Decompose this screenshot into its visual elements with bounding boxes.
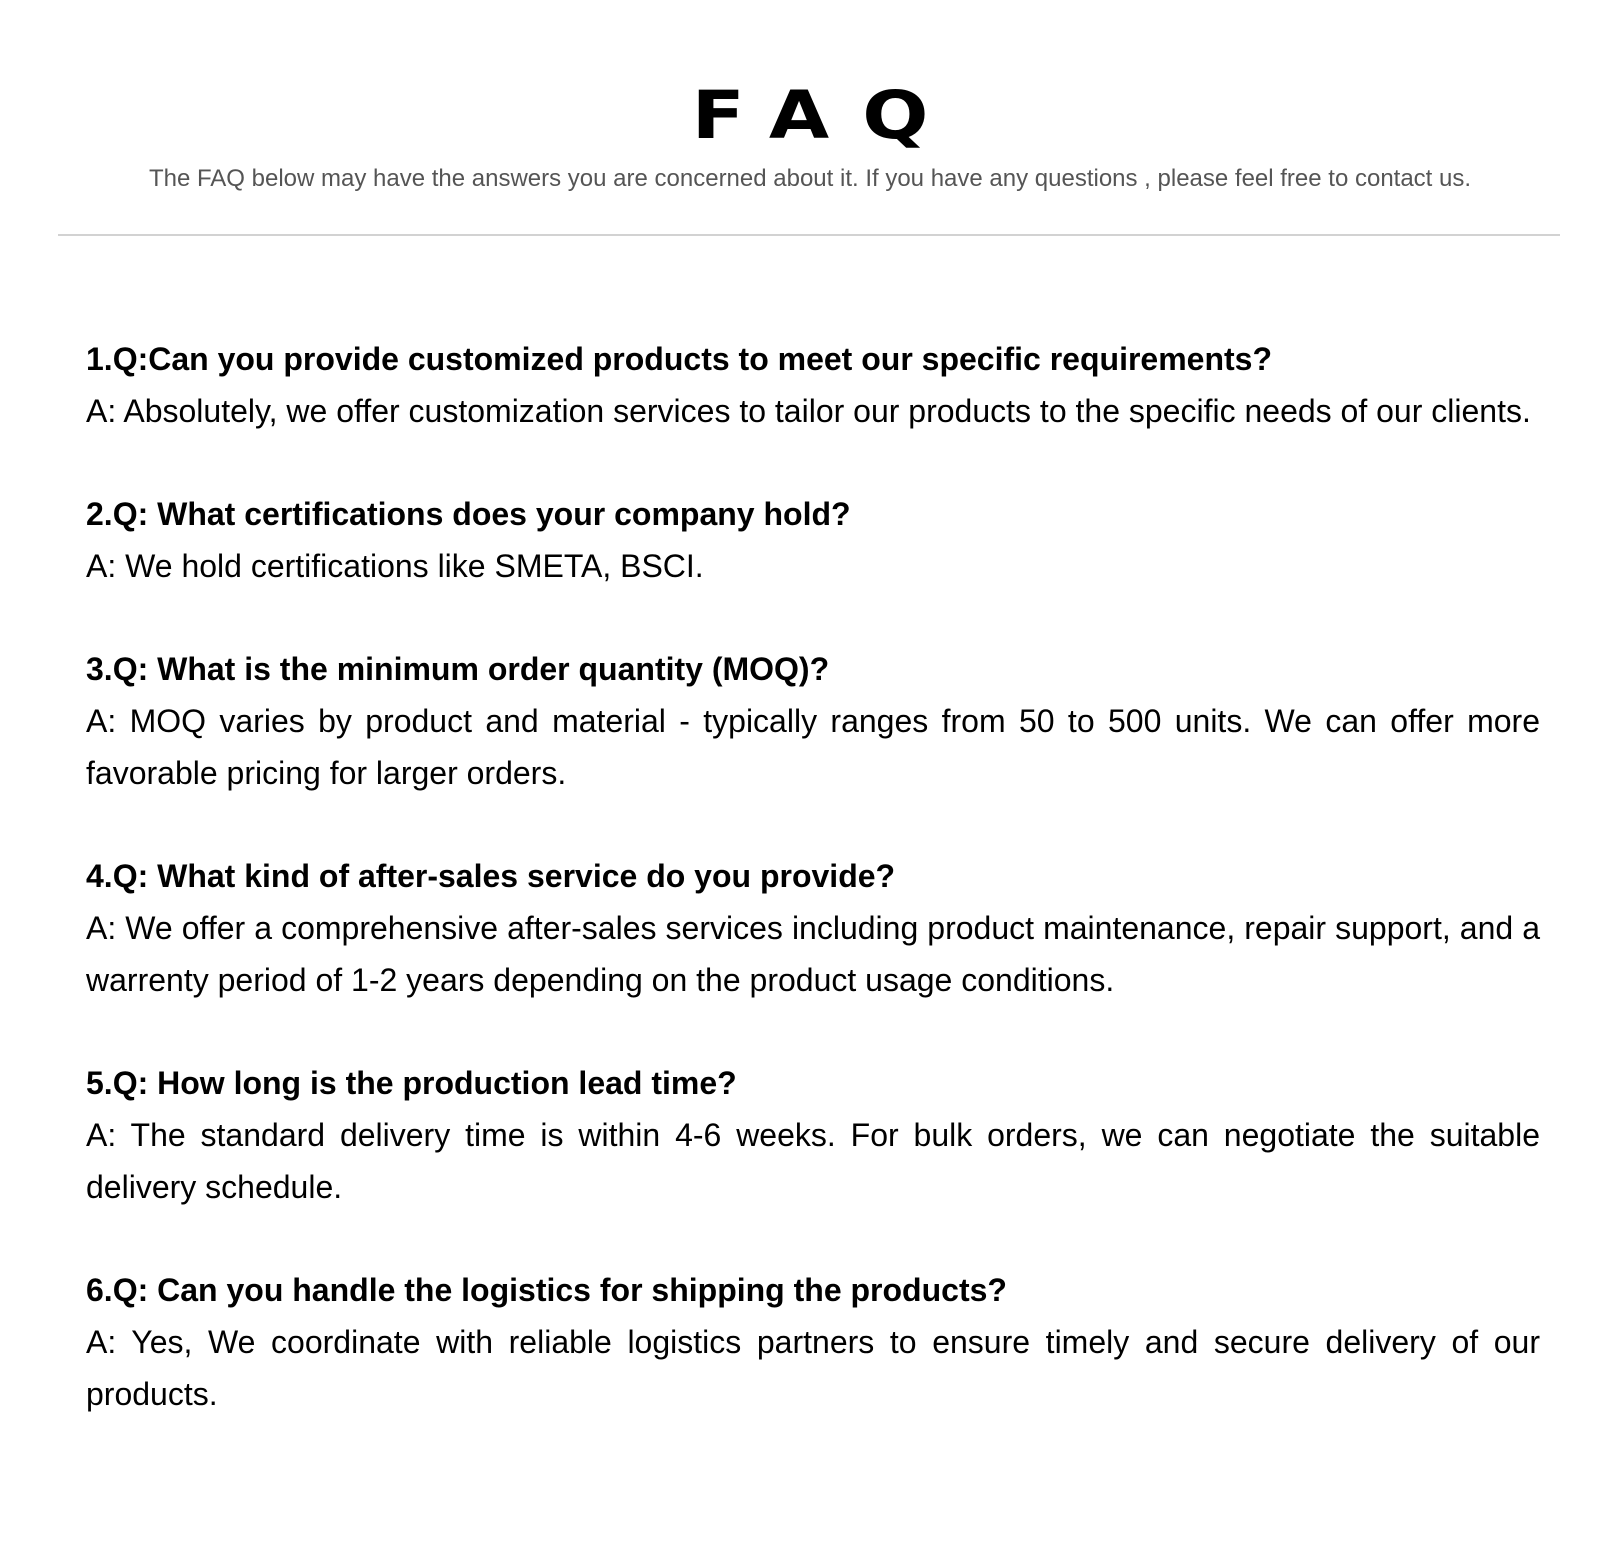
faq-answer: A: Absolutely, we offer customization services to tailor our products to the specific needs of our clients. (86, 393, 1531, 429)
faq-question: 3.Q: What is the minimum order quantity (MOQ)? (86, 651, 830, 687)
faq-item-5 (86, 1057, 1540, 1213)
faq-answer: A: We hold certifications like SMETA, BSCI. (86, 548, 704, 584)
faq-item-6 (86, 1264, 1540, 1420)
faq-question: 6.Q: Can you handle the logistics for shipping the products? (86, 1272, 1007, 1308)
faq-item-1 (86, 333, 1540, 437)
faq-item-3 (86, 643, 1540, 799)
faq-answer: A: We offer a comprehensive after-sales services including product maintenance, repair support, and a warrenty period of 1-2 years depending on the product usage conditions. (86, 910, 1540, 998)
header-divider (58, 234, 1560, 236)
page-title: FAQ (691, 77, 962, 154)
faq-question: 1.Q:Can you provide customized products to meet our specific requirements? (86, 341, 1272, 377)
faq-answer: A: The standard delivery time is within 4-6 weeks. For bulk orders, we can negotiate the suitable delivery schedule. (86, 1117, 1540, 1205)
faq-answer: A: Yes, We coordinate with reliable logistics partners to ensure timely and secure delivery of our products. (86, 1324, 1540, 1412)
faq-item-4 (86, 850, 1540, 1006)
faq-question: 2.Q: What certifications does your company hold? (86, 496, 851, 532)
page-subtitle: The FAQ below may have the answers you are concerned about it. If you have any questions , please feel free to contact us. (148, 165, 1472, 192)
faq-answer: A: MOQ varies by product and material - typically ranges from 50 to 500 units. We can offer more favorable pricing for larger orders. (86, 703, 1540, 791)
faq-question: 5.Q: How long is the production lead time? (86, 1065, 737, 1101)
faq-header (0, 0, 1620, 236)
faq-list (86, 333, 1540, 1471)
faq-item-2 (86, 488, 1540, 592)
faq-question: 4.Q: What kind of after-sales service do you provide? (86, 858, 896, 894)
